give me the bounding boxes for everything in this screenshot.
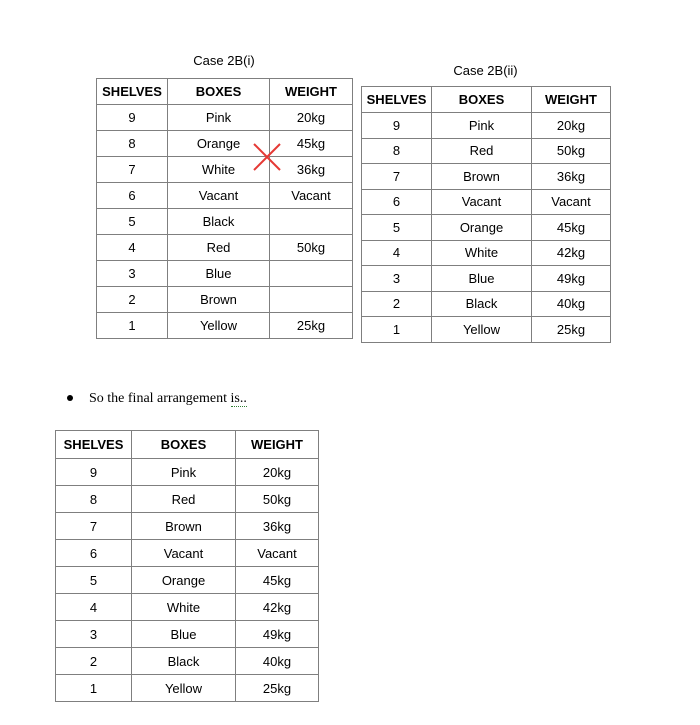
header-row xyxy=(362,87,611,113)
weight-cell: Vacant xyxy=(236,540,319,567)
weight-cell xyxy=(270,287,353,313)
final-arrangement-table xyxy=(55,430,319,702)
table-row xyxy=(56,513,319,540)
box-cell: Black xyxy=(168,209,270,235)
bullet-text-tail: is.. xyxy=(230,391,247,406)
shelf-cell: 2 xyxy=(56,648,132,675)
shelf-cell: 8 xyxy=(56,486,132,513)
table-row xyxy=(362,164,611,190)
table-row xyxy=(97,209,353,235)
case-2b-ii-title: Case 2B(ii) xyxy=(453,63,518,78)
box-cell: White xyxy=(432,240,532,266)
shelf-cell: 9 xyxy=(97,105,168,131)
table-row xyxy=(56,594,319,621)
shelves-header: SHELVES xyxy=(97,79,168,105)
shelf-cell: 1 xyxy=(56,675,132,702)
shelf-cell: 5 xyxy=(97,209,168,235)
box-cell: Vacant xyxy=(168,183,270,209)
weight-cell: 40kg xyxy=(236,648,319,675)
weight-cell: 50kg xyxy=(532,138,611,164)
weight-cell: 50kg xyxy=(236,486,319,513)
shelf-cell: 9 xyxy=(362,113,432,139)
weight-cell: 20kg xyxy=(532,113,611,139)
shelf-cell: 7 xyxy=(56,513,132,540)
header-row xyxy=(97,79,353,105)
case-2b-i-table xyxy=(96,78,353,339)
box-cell: Blue xyxy=(432,266,532,292)
box-cell: Orange xyxy=(432,215,532,241)
shelf-cell: 8 xyxy=(362,138,432,164)
weight-cell: 49kg xyxy=(532,266,611,292)
table-row xyxy=(362,215,611,241)
table-row xyxy=(56,648,319,675)
box-cell: Orange xyxy=(168,131,270,157)
box-cell: Black xyxy=(432,291,532,317)
boxes-header: BOXES xyxy=(168,79,270,105)
table-row xyxy=(97,235,353,261)
boxes-header: BOXES xyxy=(132,431,236,459)
shelf-cell: 3 xyxy=(97,261,168,287)
box-cell: White xyxy=(168,157,270,183)
weight-cell: 36kg xyxy=(532,164,611,190)
table-row xyxy=(362,189,611,215)
bullet-text: So the final arrangement xyxy=(89,391,231,406)
weight-header: WEIGHT xyxy=(270,79,353,105)
weight-cell xyxy=(270,261,353,287)
table-row xyxy=(56,567,319,594)
box-cell: Red xyxy=(432,138,532,164)
weight-cell: Vacant xyxy=(270,183,353,209)
shelf-cell: 4 xyxy=(362,240,432,266)
weight-cell: 25kg xyxy=(236,675,319,702)
table-row xyxy=(362,138,611,164)
header-row xyxy=(56,431,319,459)
table-row xyxy=(362,266,611,292)
weight-cell: 25kg xyxy=(532,317,611,343)
table-row xyxy=(56,540,319,567)
weight-cell: 42kg xyxy=(532,240,611,266)
table-row xyxy=(97,313,353,339)
table-row xyxy=(56,486,319,513)
weight-cell: 20kg xyxy=(236,459,319,486)
box-cell: Yellow xyxy=(132,675,236,702)
box-cell: Brown xyxy=(168,287,270,313)
box-cell: Yellow xyxy=(432,317,532,343)
shelf-cell: 4 xyxy=(97,235,168,261)
shelf-cell: 5 xyxy=(362,215,432,241)
cross-mark-icon xyxy=(251,141,283,173)
table-row xyxy=(56,675,319,702)
weight-cell: 45kg xyxy=(532,215,611,241)
box-cell: Brown xyxy=(132,513,236,540)
box-cell: Orange xyxy=(132,567,236,594)
weight-cell: Vacant xyxy=(532,189,611,215)
case-2b-ii-table xyxy=(361,86,611,343)
table-row xyxy=(97,131,353,157)
box-cell: Black xyxy=(132,648,236,675)
box-cell: Yellow xyxy=(168,313,270,339)
table-row xyxy=(97,157,353,183)
weight-cell: 42kg xyxy=(236,594,319,621)
box-cell: Red xyxy=(132,486,236,513)
weight-cell xyxy=(270,209,353,235)
shelf-cell: 1 xyxy=(362,317,432,343)
shelf-cell: 3 xyxy=(362,266,432,292)
shelf-cell: 3 xyxy=(56,621,132,648)
shelf-cell: 2 xyxy=(362,291,432,317)
shelves-header: SHELVES xyxy=(362,87,432,113)
shelf-cell: 6 xyxy=(97,183,168,209)
shelves-header: SHELVES xyxy=(56,431,132,459)
shelf-cell: 9 xyxy=(56,459,132,486)
weight-cell: 40kg xyxy=(532,291,611,317)
table-row xyxy=(362,317,611,343)
table-row xyxy=(97,287,353,313)
shelf-cell: 7 xyxy=(362,164,432,190)
table-row xyxy=(56,459,319,486)
table-row xyxy=(56,621,319,648)
weight-cell: 50kg xyxy=(270,235,353,261)
table-row xyxy=(362,291,611,317)
weight-header: WEIGHT xyxy=(236,431,319,459)
table-row xyxy=(362,113,611,139)
final-arrangement-bullet xyxy=(67,391,247,407)
weight-cell: 49kg xyxy=(236,621,319,648)
case-2b-i-title: Case 2B(i) xyxy=(193,53,255,68)
weight-cell: 45kg xyxy=(236,567,319,594)
box-cell: Vacant xyxy=(432,189,532,215)
weight-cell: 25kg xyxy=(270,313,353,339)
table-row xyxy=(97,105,353,131)
box-cell: White xyxy=(132,594,236,621)
box-cell: Pink xyxy=(168,105,270,131)
shelf-cell: 4 xyxy=(56,594,132,621)
shelf-cell: 6 xyxy=(362,189,432,215)
box-cell: Pink xyxy=(132,459,236,486)
shelf-cell: 1 xyxy=(97,313,168,339)
shelf-cell: 6 xyxy=(56,540,132,567)
weight-cell: 20kg xyxy=(270,105,353,131)
weight-header: WEIGHT xyxy=(532,87,611,113)
weight-cell: 36kg xyxy=(270,157,353,183)
box-cell: Red xyxy=(168,235,270,261)
boxes-header: BOXES xyxy=(432,87,532,113)
box-cell: Blue xyxy=(168,261,270,287)
shelf-cell: 7 xyxy=(97,157,168,183)
table-row xyxy=(362,240,611,266)
box-cell: Vacant xyxy=(132,540,236,567)
table-row xyxy=(97,261,353,287)
box-cell: Brown xyxy=(432,164,532,190)
shelf-cell: 5 xyxy=(56,567,132,594)
weight-cell: 36kg xyxy=(236,513,319,540)
weight-cell: 45kg xyxy=(270,131,353,157)
table-row xyxy=(97,183,353,209)
box-cell: Pink xyxy=(432,113,532,139)
shelf-cell: 8 xyxy=(97,131,168,157)
shelf-cell: 2 xyxy=(97,287,168,313)
box-cell: Blue xyxy=(132,621,236,648)
bullet-icon xyxy=(67,395,73,401)
